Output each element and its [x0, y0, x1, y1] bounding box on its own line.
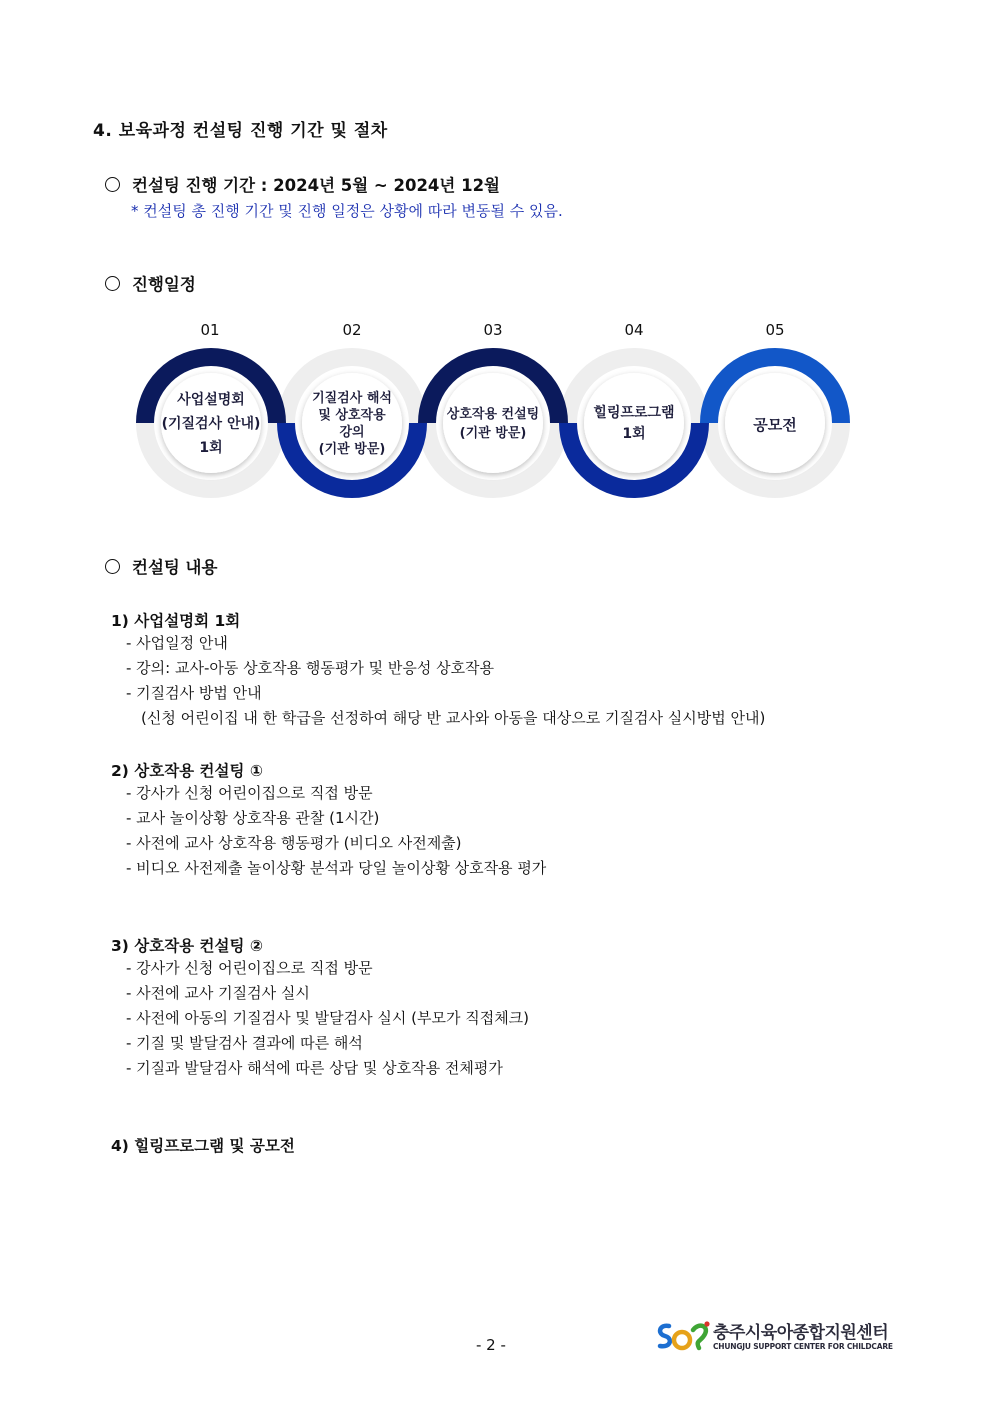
list-item: - 사전에 교사 기질검사 실시: [126, 984, 310, 1002]
footer-logo: [655, 1316, 900, 1356]
step-number-04: 04: [624, 321, 644, 339]
logo-subtitle: CHUNGJU SUPPORT CENTER FOR CHILDCARE: [713, 1342, 893, 1351]
childcare-logo-icon: [655, 1320, 711, 1352]
step-number-01: 01: [200, 321, 220, 339]
step-label-4: 힐링프로그램 1회: [593, 405, 675, 442]
content-section: [105, 554, 217, 578]
period-label: 컨설팅 진행 기간 : 2024년 5월 ~ 2024년 12월: [132, 176, 500, 195]
section-4-title: 4) 힐링프로그램 및 공모전: [111, 1137, 295, 1155]
list-item: - 비디오 사전제출 놀이상황 분석과 당일 놀이상황 상호작용 평가: [126, 859, 547, 877]
list-item: (신청 어린이집 내 한 학급을 선정하여 해당 반 교사와 아동을 대상으로 기질검사 실시방법 안내): [141, 709, 766, 727]
list-item: - 사전에 교사 상호작용 행동평가 (비디오 사전제출): [126, 834, 462, 852]
list-item: - 교사 놀이상황 상호작용 관찰 (1시간): [126, 809, 380, 827]
step-number-03: 03: [483, 321, 503, 339]
list-item: - 강의: 교사-아동 상호작용 행동평가 및 반응성 상호작용: [126, 659, 495, 677]
list-item: - 기질과 발달검사 해석에 따른 상담 및 상호작용 전체평가: [126, 1059, 503, 1077]
step-label-2: 기질검사 해석 및 상호작용 강의 (기관 방문): [312, 391, 392, 457]
section-3-title: 3) 상호작용 컨설팅 ②: [111, 937, 263, 955]
list-item: - 기질 및 발달검사 결과에 따른 해석: [126, 1034, 363, 1052]
step-label-1: 사업설명회 (기질검사 안내) 1회: [161, 392, 261, 456]
page-heading: 4. 보육과정 컨설팅 진행 기간 및 절차: [93, 121, 388, 141]
circle-bullet-icon: [105, 177, 120, 192]
logo-name: 충주시육아종합지원센터: [713, 1323, 889, 1343]
step-label-5: 공모전: [753, 415, 797, 434]
list-item: - 기질검사 방법 안내: [126, 684, 262, 702]
content-label: 컨설팅 내용: [132, 558, 218, 577]
list-item: - 사전에 아동의 기질검사 및 발달검사 실시 (부모가 직접체크): [126, 1009, 530, 1027]
schedule-section: [105, 271, 196, 295]
step-label-3: 상호작용 컨설팅 (기관 방문): [446, 407, 540, 441]
list-item: - 강사가 신청 어린이집으로 직접 방문: [126, 959, 373, 977]
circle-bullet-icon: [105, 559, 120, 574]
list-item: - 강사가 신청 어린이집으로 직접 방문: [126, 784, 373, 802]
period-section: [105, 172, 500, 196]
step-number-02: 02: [342, 321, 362, 339]
list-item: - 사업일정 안내: [126, 634, 228, 652]
circle-bullet-icon: [105, 276, 120, 291]
period-note: * 컨설팅 총 진행 기간 및 진행 일정은 상황에 따라 변동될 수 있음.: [131, 202, 563, 220]
schedule-label: 진행일정: [132, 275, 196, 294]
section-1-title: 1) 사업설명회 1회: [111, 612, 241, 630]
page-number: - 2 -: [476, 1336, 506, 1354]
step-number-05: 05: [765, 321, 785, 339]
section-2-title: 2) 상호작용 컨설팅 ①: [111, 762, 263, 780]
